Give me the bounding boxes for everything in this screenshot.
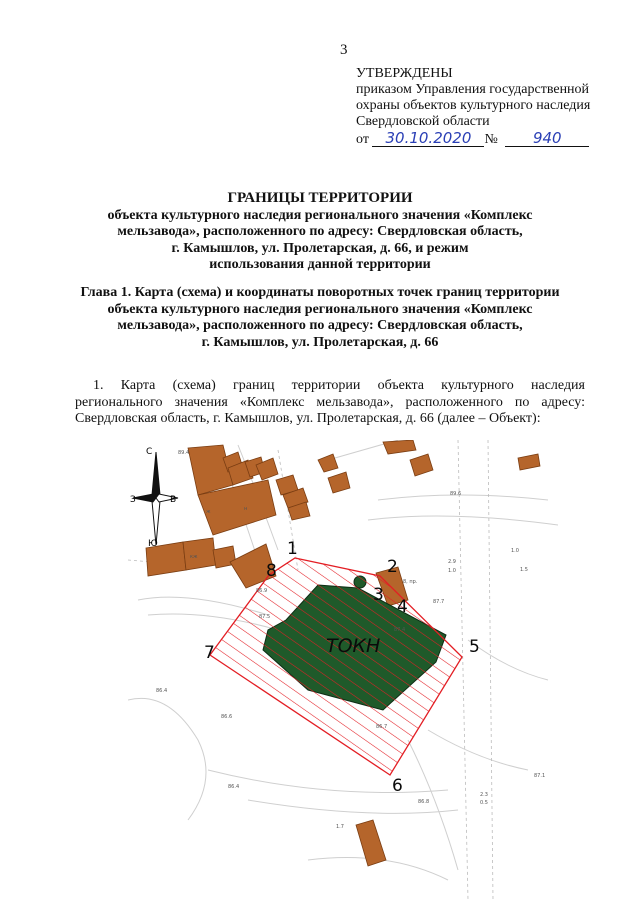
- point-label-7: 7: [204, 643, 215, 663]
- compass-south: Ю: [148, 539, 158, 549]
- map-annotation: 2.9: [448, 559, 456, 565]
- paragraph-line: 1. Карта (схема) границ территории объекта культурного наследия: [93, 378, 585, 393]
- house: [328, 472, 350, 493]
- map-annotation: 0.5: [480, 800, 488, 806]
- paragraph-1: [75, 378, 585, 428]
- approval-block: [356, 66, 626, 148]
- from-label: от: [356, 132, 369, 147]
- point-label-8: 8: [266, 561, 277, 581]
- point-label-5: 5: [469, 637, 480, 657]
- approval-line-1: приказом Управления государственной: [356, 82, 590, 97]
- house: [356, 820, 386, 866]
- map-annotation: 86.4: [156, 688, 168, 694]
- number-label: №: [484, 132, 498, 147]
- house: [518, 454, 540, 470]
- approval-line-2: охраны объектов культурного наследия: [356, 98, 591, 113]
- title-main: ГРАНИЦЫ ТЕРРИТОРИИ: [227, 190, 413, 206]
- map-annotation: 1.5: [520, 567, 528, 573]
- map-annotation: 86.4: [228, 784, 240, 790]
- map-annotation: кж: [190, 554, 198, 560]
- building-label: ТОКН: [326, 635, 381, 657]
- map-annotation: 2.3: [480, 792, 488, 798]
- chapter-heading: [60, 285, 580, 351]
- point-label-2: 2: [387, 557, 398, 577]
- point-label-3: 3: [373, 585, 384, 605]
- map-annotation: ж: [206, 509, 211, 515]
- compass-north: С: [146, 447, 153, 457]
- approval-line-3: Свердловской области: [356, 114, 490, 129]
- point-label-1: 1: [287, 539, 298, 559]
- map-annotation: 86.9: [256, 588, 268, 594]
- point-label-6: 6: [392, 776, 403, 796]
- approval-heading: УТВЕРЖДЕНЫ: [356, 66, 453, 81]
- territory-boundary: [210, 558, 462, 775]
- compass-east: В: [170, 495, 177, 505]
- map-annotation: 87.7: [433, 599, 445, 605]
- house: [183, 538, 216, 570]
- page-number: 3: [340, 42, 348, 58]
- approval-date-row: [356, 130, 626, 148]
- title-line: г. Камышлов, ул. Пролетарская, д. 66, и режим: [171, 240, 469, 256]
- map-annotation: 86.7: [376, 724, 388, 730]
- document-title: [60, 190, 580, 274]
- house: [318, 454, 338, 472]
- map-annotation: 89.4: [178, 450, 190, 456]
- chapter-line: Глава 1. Карта (схема) и координаты поворотных точек границ территории: [80, 285, 560, 300]
- chapter-line: мельзавода», расположенного по адресу: Свердловская область,: [117, 318, 523, 333]
- map-annotation: 87.4: [394, 627, 406, 633]
- map-annotation: 89.6: [450, 491, 462, 497]
- point-label-4: 4: [397, 597, 408, 617]
- title-line: объекта культурного наследия регионального значения «Комплекс: [107, 207, 533, 223]
- map-annotation: 8, пр.: [403, 579, 418, 585]
- chapter-line: г. Камышлов, ул. Пролетарская, д. 66: [201, 334, 439, 350]
- house: [383, 440, 416, 454]
- title-line: мельзавода», расположенного по адресу: Свердловская область,: [117, 224, 523, 239]
- map-annotation: 86.8: [418, 799, 430, 805]
- map-annotation: 86.6: [221, 714, 233, 720]
- house: [188, 445, 233, 495]
- map-annotation: 87.1: [534, 773, 546, 779]
- map-annotation: 1.0: [511, 548, 519, 554]
- handwritten-number: 940: [505, 130, 589, 147]
- compass-west: З: [130, 495, 136, 505]
- map-annotation: 1.7: [336, 824, 344, 830]
- map-annotation: 87.5: [259, 614, 271, 620]
- site-map: [128, 440, 558, 905]
- paragraph-line: Свердловская область, г. Камышлов, ул. Пролетарская, д. 66 (далее – Объект):: [75, 411, 541, 426]
- paragraph-line: регионального значения «Комплекс мельзавода», расположенного по адресу:: [75, 394, 585, 410]
- map-annotation: н: [244, 506, 248, 512]
- chapter-line: объекта культурного наследия регионального значения «Комплекс: [107, 301, 533, 317]
- house: [410, 454, 433, 476]
- handwritten-date: 30.10.2020: [372, 130, 484, 147]
- map-annotation: 1.0: [448, 568, 456, 574]
- title-line: использования данной территории: [209, 257, 431, 272]
